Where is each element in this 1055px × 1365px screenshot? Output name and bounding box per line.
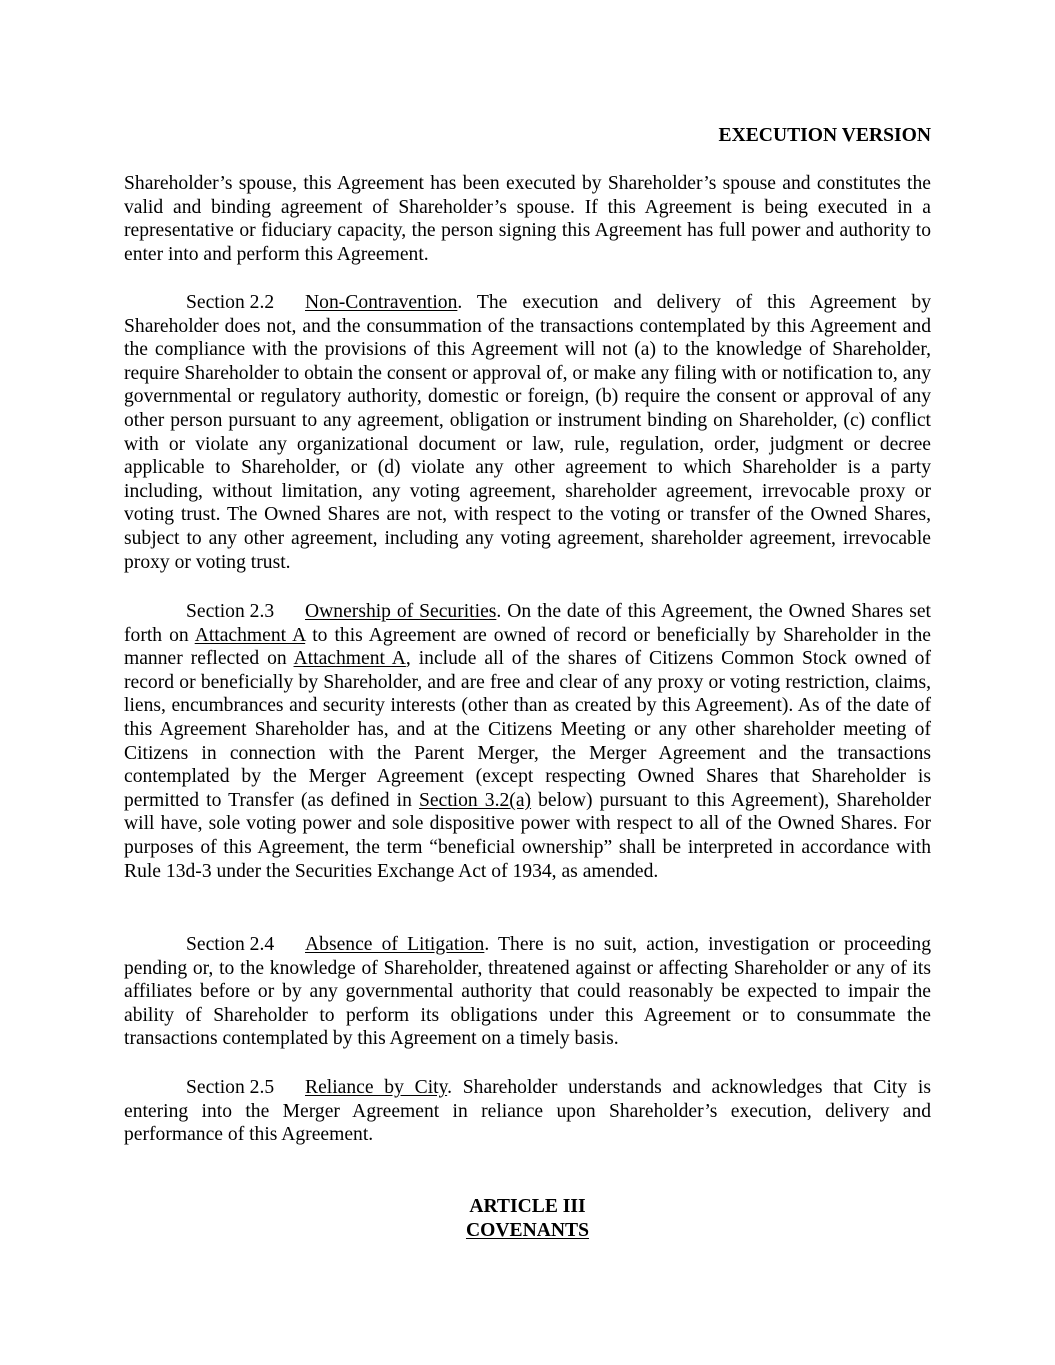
section-2-4-title: Absence of Litigation [305,934,485,955]
section-2-2-paragraph [124,291,931,574]
article-number: ARTICLE III [469,1196,586,1217]
section-2-3-title: Ownership of Securities [305,601,497,622]
section-2-4-number: Section 2.4 [186,934,275,955]
intro-paragraph: Shareholder’s spouse, this Agreement has been executed by Shareholder’s spouse and constitutes the valid and binding agreement of Shareholder’s spouse. If this Agreement is being executed in a representative or fiduciary capacity, the person signing this Agreement has full power and authority to enter into and perform this Agreement. [124,173,931,265]
section-2-3-body-d: below) pursuant to this Agreement), Shareholder will have, sole voting power and sole dispositive power with respect to all of the Owned Shares. For purposes of this Agreement, the term “beneficial ownership” shall be interpreted in accordance with Rule 13d-3 under the Securities Exchange Act of 1934, as amended. [124,789,931,882]
section-2-2-body: . The execution and delivery of this Agreement by Shareholder does not, and the consummation of the transactions contemplated by this Agreement and the compliance with the provisions of this Agreement will not (a) to the knowledge of Shareholder, require Shareholder to obtain the consent or approval of, or make any filing with or notification to, any governmental or regulatory authority, domestic or foreign, (b) require the consent or approval of any other person pursuant to any agreement, obligation or instrument binding on Shareholder, (c) conflict with or violate any organizational document or law, rule, regulation, order, judgment or decree applicable to Shareholder, or (d) violate any other agreement to which Shareholder is a party including, without limitation, any voting agreement, shareholder agreement, irrevocable proxy or voting trust. The Owned Shares are not, with respect to the voting or transfer of the Owned Shares, subject to any other agreement, including any voting agreement, shareholder agreement, irrevocable proxy or voting trust. [124,292,931,573]
section-2-3-paragraph [124,600,931,883]
article-heading [124,1195,931,1242]
section-2-4-paragraph [124,933,931,1051]
section-2-3-body-b: to this Agreement are owned of record or beneficially by Shareholder in the manner reflected on [124,624,932,670]
section-2-5-body: . Shareholder understands and acknowledges that City is entering into the Merger Agreement in reliance upon Shareholder’s execution, delivery and performance of this Agreement. [124,1077,931,1146]
section-2-2-number: Section 2.2 [186,292,275,313]
section-3-2a-reference: Section 3.2(a) [418,789,532,811]
section-2-2-title: Non-Contravention [305,292,458,313]
section-2-4-body: . There is no suit, action, investigation or proceeding pending or, to the knowledge of Shareholder, threatened against or affecting Shareholder or any of its affiliates before or by any governmental authority that could reasonably be expected to impair the ability of Shareholder to perform its obligations under this Agreement or to consummate the transactions contemplated by this Agreement on a timely basis. [124,934,931,1050]
section-2-3-number: Section 2.3 [186,601,275,622]
attachment-a-reference-1: Attachment A [194,624,306,646]
article-title: COVENANTS [465,1219,590,1241]
section-2-5-title: Reliance by City [305,1077,448,1098]
section-2-5-number: Section 2.5 [186,1077,275,1098]
attachment-a-reference-2: Attachment A [293,648,406,670]
execution-version-header: EXECUTION VERSION [718,125,931,146]
section-2-3-body-c: , include all of the shares of Citizens Common Stock owned of record or beneficially by Shareholder, and are free and clear of any proxy or voting restriction, claims, liens, encumbrances and security interests (other than as created by this Agreement). As of the date of this Agreement Shareholder has, and at the Citizens Meeting or any other shareholder meeting of Citizens in connection with the Parent Merger, the Merger Agreement and the transactions contemplated by the Merger Agreement (except respecting Owned Shares that Shareholder is permitted to Transfer (as defined in [124,648,932,811]
section-2-5-paragraph [124,1076,931,1147]
section-2-3-body-a: . On the date of this Agreement, the Owned Shares set forth on [124,601,931,646]
